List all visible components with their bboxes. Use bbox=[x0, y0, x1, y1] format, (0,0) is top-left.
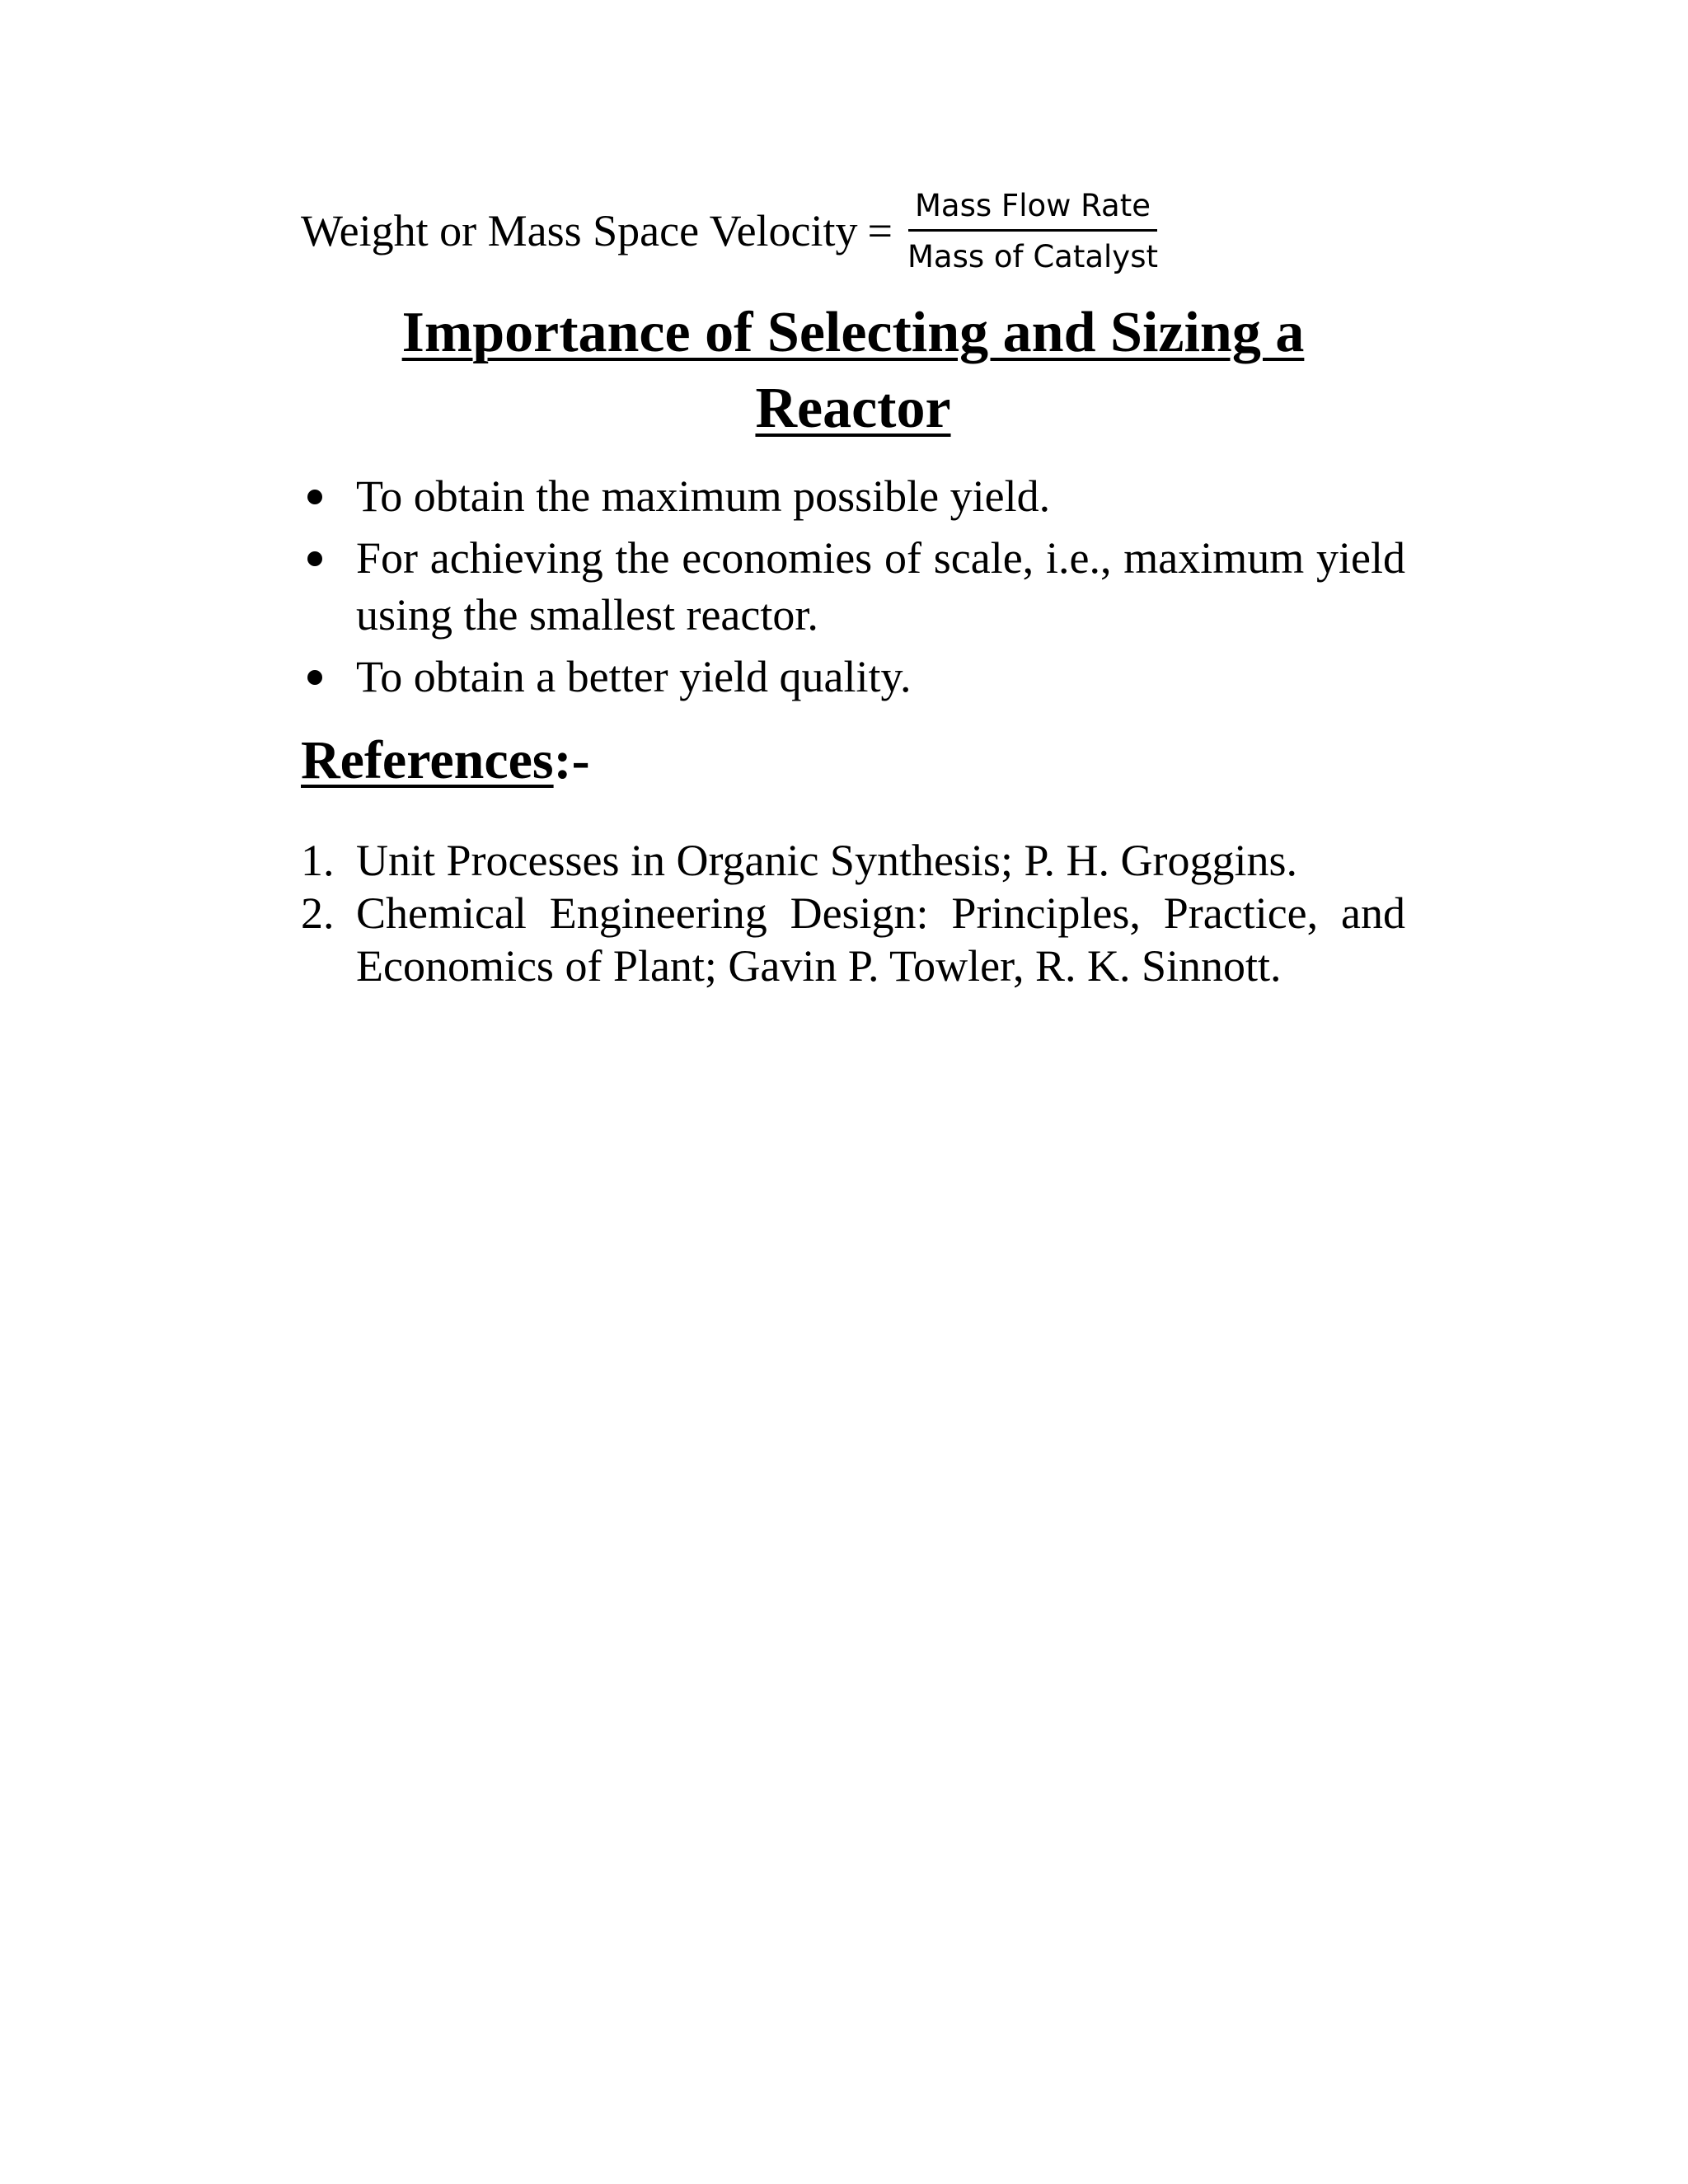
bullet-item bbox=[301, 649, 1405, 705]
bullet-text: To obtain the maximum possible yield. bbox=[356, 471, 1051, 521]
bullet-text: To obtain a better yield quality. bbox=[356, 652, 912, 701]
formula-fraction bbox=[901, 187, 1165, 274]
reference-number: 1. bbox=[301, 836, 335, 885]
reference-number: 2. bbox=[301, 888, 335, 938]
bullet-icon bbox=[307, 551, 322, 566]
reference-item bbox=[301, 887, 1405, 992]
bullet-icon bbox=[307, 490, 322, 504]
fraction-denominator: Mass of Catalyst bbox=[907, 238, 1158, 274]
bullet-icon bbox=[307, 670, 322, 685]
importance-bullet-list bbox=[301, 468, 1405, 710]
formula-equals-sign: = bbox=[867, 206, 893, 255]
fraction-numerator: Mass Flow Rate bbox=[908, 190, 1157, 232]
references-heading bbox=[301, 728, 590, 794]
bullet-item bbox=[301, 468, 1405, 525]
bullet-item bbox=[301, 530, 1405, 644]
references-list bbox=[301, 834, 1405, 992]
reference-text: Unit Processes in Organic Synthesis; P. H. Groggins. bbox=[356, 836, 1297, 885]
reference-text: Chemical Engineering Design: Principles, Practice, and Economics of Plant; Gavin P. Towler, R. K. Sinnott. bbox=[356, 888, 1405, 991]
section-heading: Importance of Selecting and Sizing a Reactor bbox=[401, 301, 1305, 440]
references-title: References bbox=[301, 730, 554, 790]
formula-lhs: Weight or Mass Space Velocity bbox=[301, 206, 858, 255]
reference-item bbox=[301, 834, 1405, 887]
space-velocity-formula bbox=[301, 181, 1165, 280]
bullet-text: For achieving the economies of scale, i.e., maximum yield using the smallest reactor. bbox=[356, 533, 1405, 640]
references-suffix: :- bbox=[553, 730, 590, 790]
